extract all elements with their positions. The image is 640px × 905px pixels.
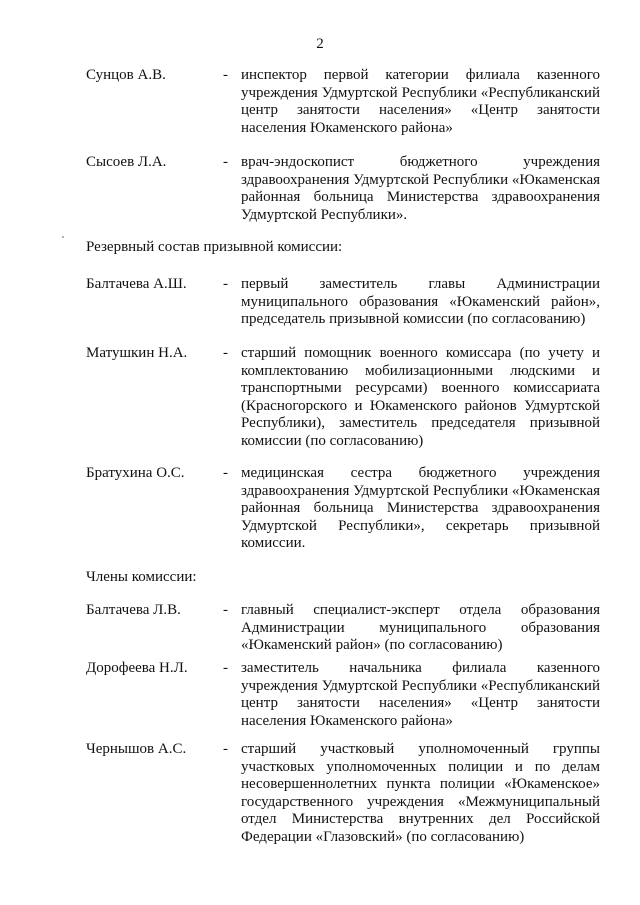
dash-separator: - [223, 602, 228, 618]
dash-separator: - [223, 660, 228, 676]
position-description: инспектор первой категории филиала казенного учреждения Удмуртской Республики «Республиканский центр занятости населения» «Центр занятости населения Юкаменского района» [241, 67, 600, 136]
position-description: заместитель начальника филиала казенного учреждения Удмуртской Республики «Республиканский центр занятости населения» «Центр занятости населения Юкаменского района» [241, 660, 600, 729]
person-name: Балтачева Л.В. [86, 602, 181, 618]
members-heading: Члены комиссии: [86, 569, 197, 585]
position-description: главный специалист-эксперт отдела образования Администрации муниципального образования «Юкаменский район» (по согласованию) [241, 602, 600, 653]
page-number: 2 [316, 36, 324, 52]
position-description: старший помощник военного комиссара (по учету и комплектованию мобилизационными людскими и транспортными ресурсами) военного комиссариата (Красногорского и Юкаменского районов Удмуртской Республики), заместитель председателя призывной комиссии (по согласованию) [241, 345, 600, 449]
dash-separator: - [223, 276, 228, 292]
position-description: врач-эндоскопист бюджетного учреждения здравоохранения Удмуртской Республики «Юкаменская районная больница Министерства здравоохранения Удмуртской Республики». [241, 154, 600, 223]
dash-separator: - [223, 465, 228, 481]
dash-separator: - [223, 741, 228, 757]
person-name: Балтачева А.Ш. [86, 276, 187, 292]
person-name: Братухина О.С. [86, 465, 185, 481]
dash-separator: - [223, 67, 228, 83]
person-name: Дорофеева Н.Л. [86, 660, 188, 676]
person-name: Сысоев Л.А. [86, 154, 167, 170]
position-description: старший участковый уполномоченный группы участковых уполномоченных полиции и по делам несовершеннолетних пункта полиции «Юкаменское» государственного учреждения «Межмуниципальный отдел Министерства внутренних дел Российской Федерации «Глазовский» (по согласованию) [241, 741, 600, 845]
reserve-heading: Резервный состав призывной комиссии: [86, 239, 343, 255]
person-name: Чернышов А.С. [86, 741, 187, 757]
position-description: медицинская сестра бюджетного учреждения здравоохранения Удмуртской Республики «Юкаменская районная больница Министерства здравоохранения Удмуртской Республики», секретарь призывной комиссии. [241, 465, 600, 551]
position-description: первый заместитель главы Администрации муниципального образования «Юкаменский район», председатель призывной комиссии (по согласованию) [241, 276, 600, 327]
person-name: Сунцов А.В. [86, 67, 166, 83]
scan-artifact [62, 236, 64, 238]
dash-separator: - [223, 345, 228, 361]
person-name: Матушкин Н.А. [86, 345, 188, 361]
dash-separator: - [223, 154, 228, 170]
